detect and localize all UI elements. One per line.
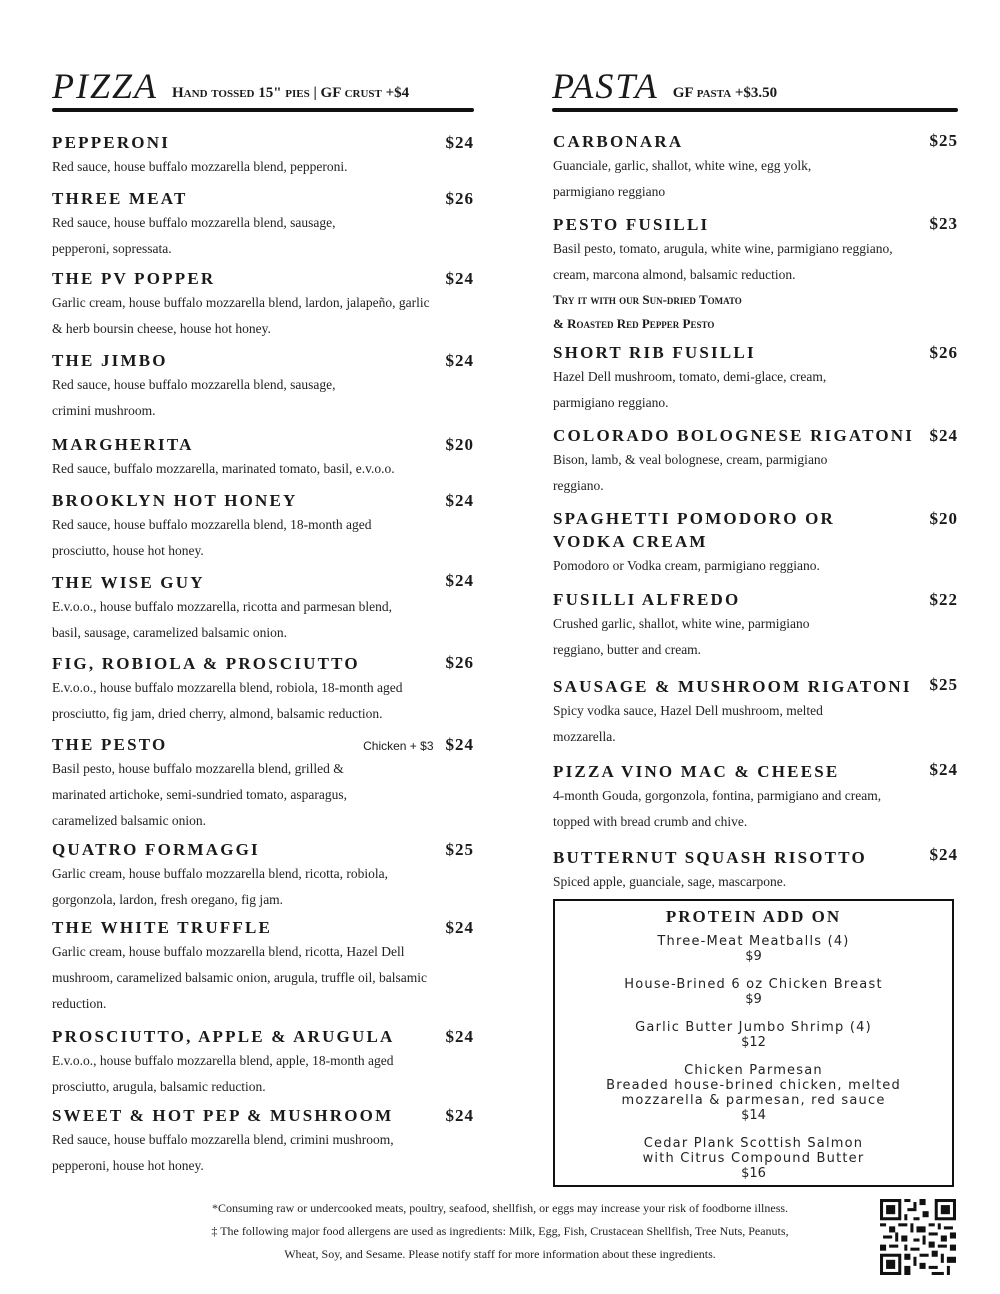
item-price: $26: [445, 189, 474, 208]
item-description: Guanciale, garlic, shallot, white wine, egg yolk, parmigiano reggiano: [553, 158, 812, 199]
protein-name: Garlic Butter Jumbo Shrimp (4): [635, 1020, 872, 1035]
footer-line: *Consuming raw or undercooked meats, poultry, seafood, shellfish, or eggs may increase your risk of foodborne illness.: [211, 1201, 789, 1215]
pasta-item-sausage-mushroom: [553, 675, 913, 750]
item-price: $24: [445, 351, 474, 370]
protein-price: $12: [741, 1035, 766, 1050]
pesto-note-line2: & Roasted Red Pepper Pesto: [553, 316, 715, 331]
item-name: THE PESTO: [52, 735, 168, 754]
item-price: $24: [445, 133, 474, 152]
item-name: PROSCIUTTO, APPLE & ARUGULA: [52, 1027, 395, 1046]
item-price: $24: [445, 571, 474, 590]
pizza-item-prosciutto-apple: [52, 1025, 397, 1100]
item-description: Spicy vodka sauce, Hazel Dell mushroom, melted mozzarella.: [553, 703, 823, 744]
pizza-item-pepperoni: [52, 131, 474, 180]
protein-title: PROTEIN ADD ON: [665, 907, 842, 926]
protein-name: Chicken Parmesan: [684, 1063, 823, 1078]
protein-price: $16: [741, 1166, 766, 1181]
item-name: PEPPERONI: [52, 133, 171, 152]
item-price: $24: [445, 1027, 474, 1046]
protein-price: $14: [741, 1108, 766, 1123]
item-price: $24: [445, 918, 474, 937]
pizza-item-white-truffle: [52, 916, 432, 1017]
item-description: E.v.o.o., house buffalo mozzarella blend, robiola, 18-month aged prosciutto, fig jam, dried cherry, almond, balsamic reduction.: [52, 680, 403, 721]
pizza-item-pesto: [52, 733, 474, 834]
item-description: Basil pesto, tomato, arugula, white wine, parmigiano reggiano, cream, marcona almond, balsamic reduction.: [553, 241, 893, 282]
protein-price: $9: [745, 992, 762, 1007]
item-description: Red sauce, house buffalo mozzarella blend, sausage, crimini mushroom.: [52, 377, 336, 418]
item-description: E.v.o.o., house buffalo mozzarella blend, apple, 18-month aged prosciutto, arugula, balsamic reduction.: [52, 1053, 394, 1094]
item-name: FUSILLI ALFREDO: [553, 590, 741, 609]
item-name: PIZZA VINO MAC & CHEESE: [553, 762, 840, 781]
item-price: $24: [929, 760, 958, 779]
item-name: SHORT RIB FUSILLI: [553, 343, 756, 362]
item-price: $23: [929, 214, 958, 233]
item-price: $24: [929, 426, 958, 445]
pasta-title: PASTA: [552, 66, 659, 106]
protein-detail: with Citrus Compound Butter: [642, 1151, 865, 1166]
item-name: SWEET & HOT PEP & MUSHROOM: [52, 1106, 394, 1125]
item-description: Pomodoro or Vodka cream, parmigiano reggiano.: [553, 558, 820, 573]
item-name: QUATRO FORMAGGI: [52, 840, 260, 859]
protein-item: [555, 1063, 952, 1124]
item-name: THE WHITE TRUFFLE: [52, 918, 273, 937]
pasta-item-pesto-fusilli: [553, 213, 923, 336]
item-description: Red sauce, house buffalo mozzarella blend, 18-month aged prosciutto, house hot honey.: [52, 517, 372, 558]
item-name: COLORADO BOLOGNESE RIGATONI: [553, 426, 915, 445]
pasta-item-carbonara: [553, 130, 843, 205]
chicken-addon-note: Chicken + $3: [363, 739, 434, 753]
item-name: THE WISE GUY: [52, 573, 205, 592]
item-name: THREE MEAT: [52, 189, 188, 208]
item-price: $25: [445, 840, 474, 859]
pizza-title: PIZZA: [52, 66, 159, 106]
item-price: $24: [445, 269, 474, 288]
item-price: $26: [929, 343, 958, 362]
item-description: Bison, lamb, & veal bolognese, cream, parmigiano reggiano.: [553, 452, 828, 493]
footer-line: ‡ The following major food allergens are used as ingredients: Milk, Egg, Fish, Crustacean Shellfish, Tree Nuts, Peanuts,: [211, 1224, 789, 1238]
item-description: Garlic cream, house buffalo mozzarella blend, ricotta, Hazel Dell mushroom, caramelized balsamic onion, arugula, truffle oil, balsamic reduction.: [52, 944, 428, 1011]
pizza-item-sweet-hot-pep: [52, 1104, 437, 1179]
item-description: Crushed garlic, shallot, white wine, parmigiano reggiano, butter and cream.: [553, 616, 810, 657]
pasta-item-risotto: [553, 846, 893, 895]
item-name: CARBONARA: [553, 132, 684, 151]
pasta-subtitle: GF pasta +$3.50: [672, 85, 778, 101]
item-price: $24: [929, 845, 958, 864]
item-description: Garlic cream, house buffalo mozzarella blend, lardon, jalapeño, garlic & herb boursin cheese, house hot honey.: [52, 295, 430, 336]
footer-line: Wheat, Soy, and Sesame. Please notify staff for more information about these ingredients.: [284, 1247, 716, 1261]
pizza-item-wise-guy: [52, 571, 397, 646]
allergen-footer: [150, 1197, 850, 1266]
pasta-item-spaghetti: [553, 507, 883, 579]
item-price: $20: [445, 435, 474, 454]
item-price: $25: [929, 675, 958, 694]
pizza-item-margherita: [52, 433, 474, 482]
item-description: E.v.o.o., house buffalo mozzarella, ricotta and parmesan blend, basil, sausage, caramelized balsamic onion.: [52, 599, 393, 640]
item-description: Spiced apple, guanciale, sage, mascarpone.: [553, 874, 787, 889]
pizza-item-three-meat: [52, 187, 372, 262]
pasta-item-bolognese: [553, 424, 915, 499]
item-name: SPAGHETTI POMODORO OR VODKA CREAM: [553, 509, 836, 551]
item-description: Red sauce, buffalo mozzarella, marinated tomato, basil, e.v.o.o.: [52, 461, 395, 476]
pasta-item-alfredo: [553, 588, 853, 663]
item-description: Red sauce, house buffalo mozzarella blend, pepperoni.: [52, 159, 348, 174]
pasta-item-mac-cheese: [553, 760, 893, 835]
pizza-item-pv-popper: [52, 267, 432, 342]
pizza-list: [52, 0, 474, 1294]
pesto-note-line1: Try it with our Sun-dried Tomato: [553, 292, 742, 307]
item-description: 4-month Gouda, gorgonzola, fontina, parmigiano and cream, topped with bread crumb and chive.: [553, 788, 882, 829]
protein-detail: Breaded house-brined chicken, melted: [606, 1078, 901, 1093]
item-description: Hazel Dell mushroom, tomato, demi-glace, cream, parmigiano reggiano.: [553, 369, 827, 410]
item-price: $22: [929, 590, 958, 609]
item-name: PESTO FUSILLI: [553, 215, 710, 234]
qr-code[interactable]: [880, 1199, 956, 1275]
item-price: $24: [445, 491, 474, 510]
protein-item: [555, 1136, 952, 1182]
item-name: SAUSAGE & MUSHROOM RIGATONI: [553, 677, 912, 696]
pasta-item-short-rib: [553, 341, 873, 416]
pizza-item-brooklyn: [52, 489, 412, 564]
protein-item: [555, 934, 952, 965]
pizza-subtitle: Hand tossed 15" pies | GF crust +$4: [172, 85, 410, 101]
item-name: MARGHERITA: [52, 435, 194, 454]
item-description: Red sauce, house buffalo mozzarella blend, sausage, pepperoni, sopressata.: [52, 215, 336, 256]
protein-name: House-Brined 6 oz Chicken Breast: [624, 977, 883, 992]
protein-addon-box: [553, 899, 954, 1187]
item-description: Basil pesto, house buffalo mozzarella blend, grilled & marinated artichoke, semi-sundried tomato, asparagus, caramelized balsamic onion.: [52, 761, 348, 828]
protein-name: Three-Meat Meatballs (4): [657, 934, 850, 949]
item-description: Garlic cream, house buffalo mozzarella blend, ricotta, robiola, gorgonzola, lardon, fresh oregano, fig jam.: [52, 866, 388, 907]
item-price: $25: [929, 131, 958, 150]
pizza-item-fig-robiola: [52, 652, 437, 727]
item-name: FIG, ROBIOLA & PROSCIUTTO: [52, 654, 360, 673]
pizza-item-quatro-formaggi: [52, 838, 437, 913]
item-price: $24: [445, 735, 474, 754]
protein-item: [555, 977, 952, 1008]
protein-name: Cedar Plank Scottish Salmon: [643, 1136, 864, 1151]
protein-price: $9: [745, 949, 762, 964]
item-name: BUTTERNUT SQUASH RISOTTO: [553, 848, 867, 867]
item-name: THE PV POPPER: [52, 269, 216, 288]
item-description: Red sauce, house buffalo mozzarella blend, crimini mushroom, pepperoni, house hot honey.: [52, 1132, 394, 1173]
item-name: THE JIMBO: [52, 351, 168, 370]
item-price: $26: [445, 653, 474, 672]
protein-item: [555, 1020, 952, 1051]
item-price: $20: [929, 509, 958, 528]
protein-detail: mozzarella & parmesan, red sauce: [621, 1093, 886, 1108]
pizza-item-jimbo: [52, 349, 372, 424]
item-price: $24: [445, 1106, 474, 1125]
item-name: BROOKLYN HOT HONEY: [52, 491, 298, 510]
